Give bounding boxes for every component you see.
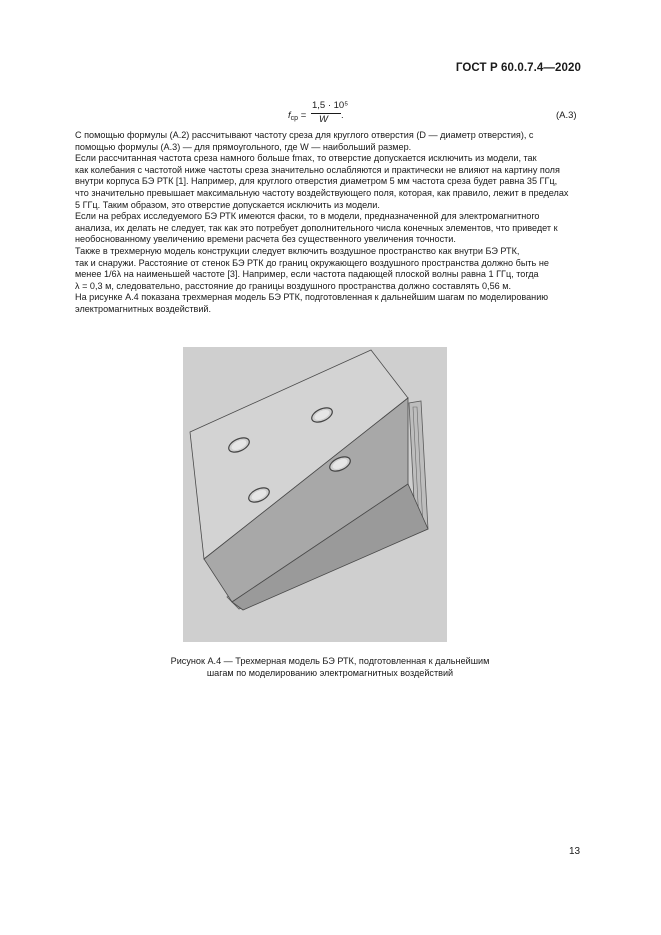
text-line: Если на ребрах исследуемого БЭ РТК имеются фаски, то в модели, предназначенной для электромагнитного [75, 211, 540, 222]
text-line: С помощью формулы (А.2) рассчитывают частоту среза для круглого отверстия (D — диаметр отверстия), с [75, 130, 534, 140]
equation-number: (А.3) [556, 110, 577, 121]
document-code-header: ГОСТ Р 60.0.7.4—2020 [455, 62, 581, 74]
text-line: как колебания с частотой ниже частоты среза значительно ослабляются и практически не влияют на картину поля [75, 164, 560, 175]
formula-numerator: 1,5 · 10⁵ [312, 100, 349, 111]
text-line: электромагнитных воздействий. [75, 303, 212, 314]
caption-line: Рисунок А.4 — Трехмерная модель БЭ РТК, подготовленная к дальнейшим [170, 656, 490, 666]
formula-a3 [288, 100, 378, 134]
text-line: что значительно превышает максимальную частоту воздействующего поля, которая, как правило, лежит в пределах [75, 187, 569, 198]
figure-3d-model [183, 347, 447, 642]
text-line: так и снаружи. Расстояние от стенок БЭ РТК до границ окружающего воздушного пространства должно быть не [75, 257, 549, 268]
page-number: 13 [569, 846, 581, 857]
text-line: 5 ГГц. Таким образом, это отверстие допускается исключить из модели. [75, 199, 380, 210]
formula-period: . [341, 110, 344, 121]
text-line: анализа, их делать не следует, так как это потребует дополнительного числа конечных элементов, что приведет к [75, 222, 558, 233]
text-line: необоснованному увеличению времени расчета без существенного увеличения точности. [75, 234, 456, 245]
figure-caption [110, 656, 550, 679]
text-line: Если рассчитанная частота среза намного больше fmax, то отверстие допускается исключить из модели, так [75, 153, 537, 164]
text-line: Также в трехмерную модель конструкции следует включить воздушное пространство как внутри БЭ РТК, [75, 245, 520, 256]
text-line: внутри корпуса БЭ РТК [1]. Например, для круглого отверстия диаметром 5 мм частота среза будет равна 35 ГГц, [75, 176, 558, 187]
text-line: помощью формулы (А.3) — для прямоугольного, где W — наибольший размер. [75, 141, 412, 152]
formula-denominator: W [319, 114, 328, 125]
text-line: λ = 0,3 м, следовательно, расстояние до границы воздушного пространства должно составлять 0,56 м. [75, 280, 511, 291]
body-text [75, 130, 583, 316]
text-line: На рисунке А.4 показана трехмерная модель БЭ РТК, подготовленная к дальнейшим шагам по моделированию [75, 292, 549, 303]
caption-line: шагам по моделированию электромагнитных воздействий [206, 667, 454, 678]
formula-lhs: $f_{ср}$ = [288, 110, 307, 122]
text-line: менее 1/6λ на наименьшей частоте [3]. Например, если частота падающей плоской волны равна 1 ГГц, тогда [75, 269, 539, 280]
